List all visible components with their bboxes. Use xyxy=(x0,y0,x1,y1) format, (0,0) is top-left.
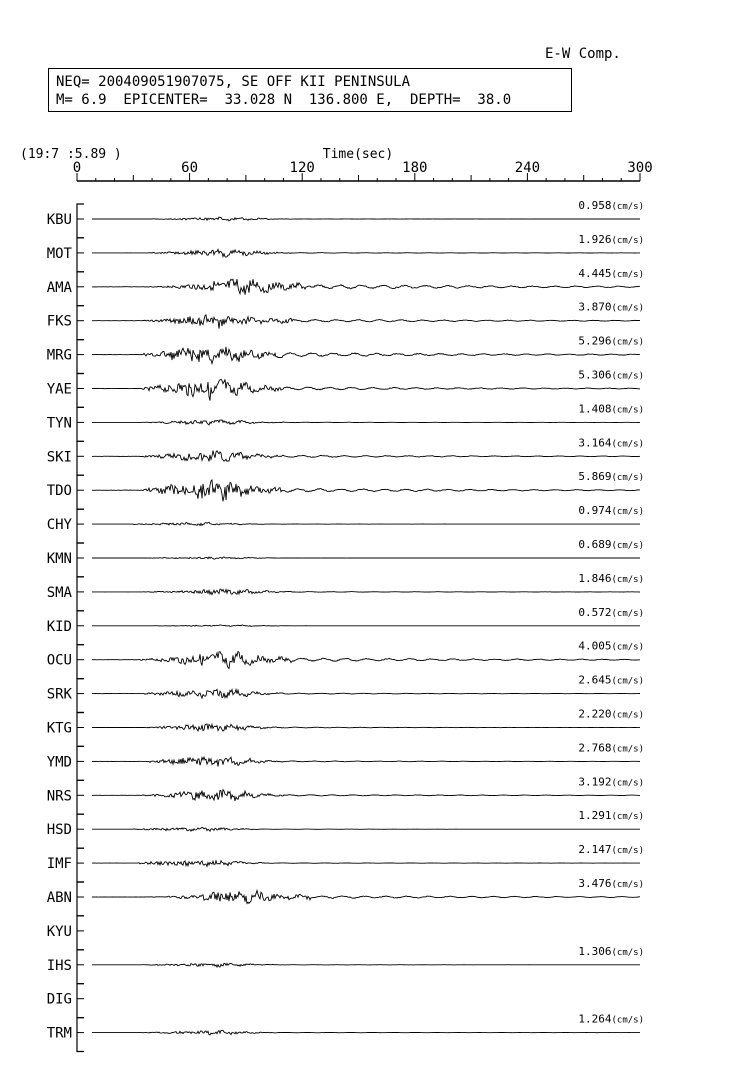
peak-unit: (cm/s) xyxy=(611,812,644,823)
peak-value: 5.296 xyxy=(578,334,612,348)
peak-unit: (cm/s) xyxy=(611,371,644,382)
peak-label xyxy=(578,708,644,721)
peak-label xyxy=(578,301,644,314)
station-bracket xyxy=(77,1018,84,1052)
station-bracket xyxy=(77,950,84,984)
station-bracket xyxy=(77,238,84,272)
peak-unit: (cm/s) xyxy=(611,337,644,348)
peak-label xyxy=(578,741,644,754)
waveform xyxy=(92,891,640,904)
x-tick-label: 240 xyxy=(514,160,541,176)
peak-value: 1.264 xyxy=(578,1012,612,1026)
peak-label xyxy=(578,538,644,551)
peak-label xyxy=(578,640,644,653)
station-label: SKI xyxy=(46,449,72,466)
station-label: MOT xyxy=(46,245,72,262)
station-label: KID xyxy=(46,618,72,635)
peak-unit: (cm/s) xyxy=(611,473,644,484)
station-bracket xyxy=(77,407,84,441)
station-bracket xyxy=(77,340,84,374)
event-info-line1: NEQ= 200409051907075, SE OFF KII PENINSULA xyxy=(56,74,411,90)
waveform xyxy=(92,827,640,831)
station-bracket xyxy=(77,441,84,475)
station-label: KTG xyxy=(46,720,72,737)
peak-value: 2.645 xyxy=(578,673,612,687)
station-label: MRG xyxy=(46,347,72,364)
peak-unit: (cm/s) xyxy=(611,846,644,857)
station-bracket xyxy=(77,984,84,1018)
x-tick-label: 0 xyxy=(72,160,82,176)
peak-value: 3.476 xyxy=(578,877,612,890)
peak-label xyxy=(578,572,644,585)
waveform xyxy=(92,217,640,221)
waveform xyxy=(92,279,640,295)
station-bracket xyxy=(77,882,84,916)
station-bracket xyxy=(77,679,84,713)
x-axis-title: Time(sec) xyxy=(322,147,394,162)
x-tick-label: 60 xyxy=(181,160,199,176)
waveform xyxy=(92,451,640,462)
waveform xyxy=(92,963,640,967)
peak-label xyxy=(578,809,644,822)
waveform xyxy=(92,480,640,501)
waveform xyxy=(92,315,640,329)
station-bracket xyxy=(77,543,84,577)
station-label: TDO xyxy=(46,483,72,500)
peak-unit: (cm/s) xyxy=(611,235,644,246)
peak-value: 0.974 xyxy=(578,504,612,518)
waveform xyxy=(92,861,640,867)
station-label: TRM xyxy=(46,1025,72,1042)
station-label: NRS xyxy=(46,788,72,805)
station-bracket xyxy=(77,814,84,848)
peak-value: 3.164 xyxy=(578,436,612,450)
station-label: IMF xyxy=(46,856,72,873)
peak-value: 1.846 xyxy=(578,571,612,585)
peak-value: 3.192 xyxy=(578,775,612,789)
peak-label xyxy=(578,369,644,382)
peak-value: 3.870 xyxy=(578,300,612,314)
peak-value: 1.291 xyxy=(578,809,612,823)
peak-unit: (cm/s) xyxy=(611,269,644,280)
peak-value: 1.926 xyxy=(578,232,612,246)
peak-label xyxy=(578,775,644,788)
station-label: FKS xyxy=(46,313,72,330)
peak-unit: (cm/s) xyxy=(611,1015,644,1026)
station-bracket xyxy=(77,374,84,408)
station-label: AMA xyxy=(46,279,72,296)
waveform xyxy=(92,522,640,525)
peak-unit: (cm/s) xyxy=(611,405,644,416)
peak-label xyxy=(578,267,644,280)
peak-unit: (cm/s) xyxy=(611,303,644,314)
x-tick-label: 300 xyxy=(627,160,653,176)
waveform xyxy=(92,790,640,801)
station-label: SRK xyxy=(46,686,72,703)
peak-value: 0.689 xyxy=(578,538,612,551)
event-info-line2: M= 6.9 EPICENTER= 33.028 N 136.800 E, DEPTH= 38.0 xyxy=(56,92,512,108)
peak-label xyxy=(578,945,644,958)
station-label: HSD xyxy=(46,822,72,839)
station-label: KYU xyxy=(46,923,72,940)
waveform xyxy=(92,347,640,364)
station-label: CHY xyxy=(46,517,72,534)
peak-unit: (cm/s) xyxy=(611,202,644,212)
waveform xyxy=(92,724,640,731)
peak-label xyxy=(578,402,644,415)
peak-unit: (cm/s) xyxy=(611,642,644,653)
peak-unit: (cm/s) xyxy=(611,574,644,585)
peak-label xyxy=(578,470,644,483)
peak-label xyxy=(578,606,644,619)
peak-value: 2.768 xyxy=(578,741,612,755)
peak-value: 4.005 xyxy=(578,639,612,653)
peak-value: 0.958 xyxy=(578,199,612,212)
waveform xyxy=(92,625,640,627)
peak-unit: (cm/s) xyxy=(611,744,644,755)
start-time-label: (19:7 :5.89 ) xyxy=(20,147,122,162)
station-bracket xyxy=(77,746,84,780)
x-tick-label: 120 xyxy=(289,160,315,176)
waveform xyxy=(92,379,640,400)
station-label: KMN xyxy=(46,551,72,567)
peak-label xyxy=(578,335,644,348)
station-label: DIG xyxy=(46,991,72,1008)
waveform xyxy=(92,689,640,698)
station-label: OCU xyxy=(46,652,72,669)
station-label: YMD xyxy=(46,754,72,771)
peak-unit: (cm/s) xyxy=(611,778,644,789)
station-bracket xyxy=(77,611,84,645)
peak-value: 4.445 xyxy=(578,266,612,280)
station-bracket xyxy=(77,306,84,340)
peak-value: 2.220 xyxy=(578,707,612,721)
peak-label xyxy=(578,504,644,517)
station-bracket xyxy=(77,713,84,747)
peak-unit: (cm/s) xyxy=(611,880,644,890)
station-label: IHS xyxy=(46,957,72,974)
peak-label xyxy=(578,1013,644,1026)
station-bracket xyxy=(77,780,84,814)
station-bracket xyxy=(77,848,84,882)
peak-label xyxy=(578,843,644,856)
peak-label xyxy=(578,233,644,246)
peak-unit: (cm/s) xyxy=(611,439,644,450)
x-tick-label: 180 xyxy=(402,160,428,176)
component-label: E-W Comp. xyxy=(545,46,621,62)
peak-unit: (cm/s) xyxy=(611,541,644,551)
waveform xyxy=(92,249,640,257)
peak-value: 2.147 xyxy=(578,843,612,857)
peak-unit: (cm/s) xyxy=(611,710,644,721)
peak-unit: (cm/s) xyxy=(611,608,644,619)
station-label: KBU xyxy=(46,212,72,228)
waveform xyxy=(92,757,640,766)
peak-value: 1.408 xyxy=(578,402,612,416)
station-bracket xyxy=(77,916,84,950)
station-label: SMA xyxy=(46,584,72,601)
peak-label xyxy=(578,674,644,687)
peak-value: 5.869 xyxy=(578,470,612,484)
waveform xyxy=(92,1030,640,1035)
peak-value: 5.306 xyxy=(578,368,612,382)
peak-unit: (cm/s) xyxy=(611,947,644,958)
waveform xyxy=(92,652,640,669)
station-bracket xyxy=(77,204,84,238)
station-bracket xyxy=(77,475,84,509)
peak-unit: (cm/s) xyxy=(611,676,644,687)
station-label: YAE xyxy=(46,381,72,398)
station-label: ABN xyxy=(46,890,72,906)
station-label: TYN xyxy=(46,415,72,432)
peak-label xyxy=(578,877,644,890)
station-bracket xyxy=(77,577,84,611)
peak-label xyxy=(578,436,644,449)
station-bracket xyxy=(77,509,84,543)
peak-value: 1.306 xyxy=(578,944,612,958)
waveform xyxy=(92,420,640,425)
station-bracket xyxy=(77,645,84,679)
peak-value: 0.572 xyxy=(578,605,612,619)
peak-label xyxy=(578,199,644,212)
waveform xyxy=(92,557,640,559)
peak-unit: (cm/s) xyxy=(611,507,644,518)
waveform xyxy=(92,589,640,594)
station-bracket xyxy=(77,272,84,306)
